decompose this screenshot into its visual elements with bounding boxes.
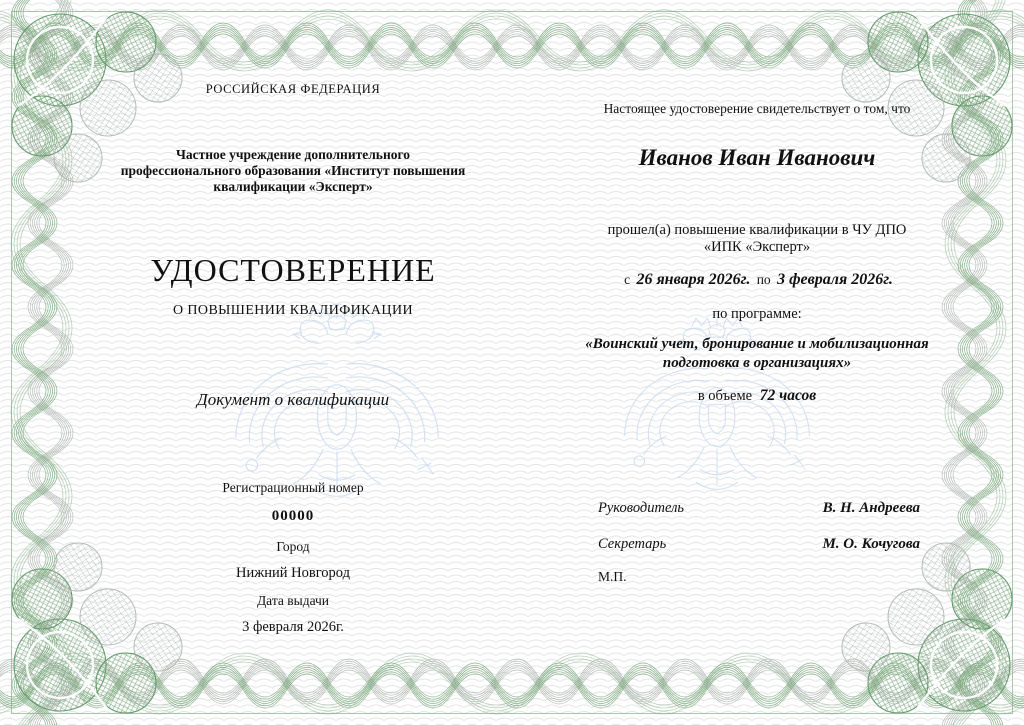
- certificate-title: УДОСТОВЕРЕНИЕ: [150, 252, 436, 288]
- statement-text: Настоящее удостоверение свидетельствует о том, что: [603, 101, 911, 116]
- period-middle: по: [756, 272, 771, 287]
- program-name: «Воинский учет, бронирование и мобилизационная подготовка в организациях»: [585, 336, 929, 371]
- city-value: Нижний Новгород: [235, 565, 351, 581]
- volume-value: 72 часов: [759, 387, 817, 404]
- signature-row: [592, 500, 922, 518]
- signature-name: В. Н. Андреева: [822, 500, 920, 516]
- volume-prefix: в объеме: [697, 388, 753, 404]
- issue-date-value: 3 февраля 2026г.: [242, 619, 344, 635]
- registration-number-value: 00000: [271, 508, 315, 524]
- document-type: Документ о квалификации: [196, 390, 390, 409]
- holder-name: Иванов Иван Иванович: [638, 145, 876, 170]
- signature-name: М. О. Кочугова: [822, 536, 920, 552]
- completion-text: прошел(а) повышение квалификации в ЧУ ДПО «ИПК «Эксперт»: [607, 222, 907, 255]
- institution-name: Частное учреждение дополнительного профессионального образования «Институт повышения квалификации «Эксперт»: [120, 147, 466, 194]
- period-prefix: с: [624, 272, 631, 287]
- issue-date-label: Дата выдачи: [256, 593, 330, 608]
- signature-row: [592, 536, 922, 554]
- certificate-subtitle: О ПОВЫШЕНИИ КВАЛИФИКАЦИИ: [173, 303, 413, 318]
- program-label: по программе:: [712, 306, 802, 322]
- country-heading: РОССИЙСКАЯ ФЕДЕРАЦИЯ: [205, 82, 381, 96]
- period-end-date: 3 февраля 2026г.: [777, 271, 893, 288]
- volume-line: [592, 387, 922, 405]
- city-label: Город: [276, 539, 310, 554]
- signature-role: Секретарь: [598, 536, 667, 552]
- seal-mark: М.П.: [598, 569, 627, 584]
- training-period: [592, 271, 922, 290]
- signature-role: Руководитель: [598, 500, 684, 516]
- period-start-date: 26 января 2026г.: [636, 271, 751, 288]
- registration-number-label: Регистрационный номер: [222, 480, 364, 495]
